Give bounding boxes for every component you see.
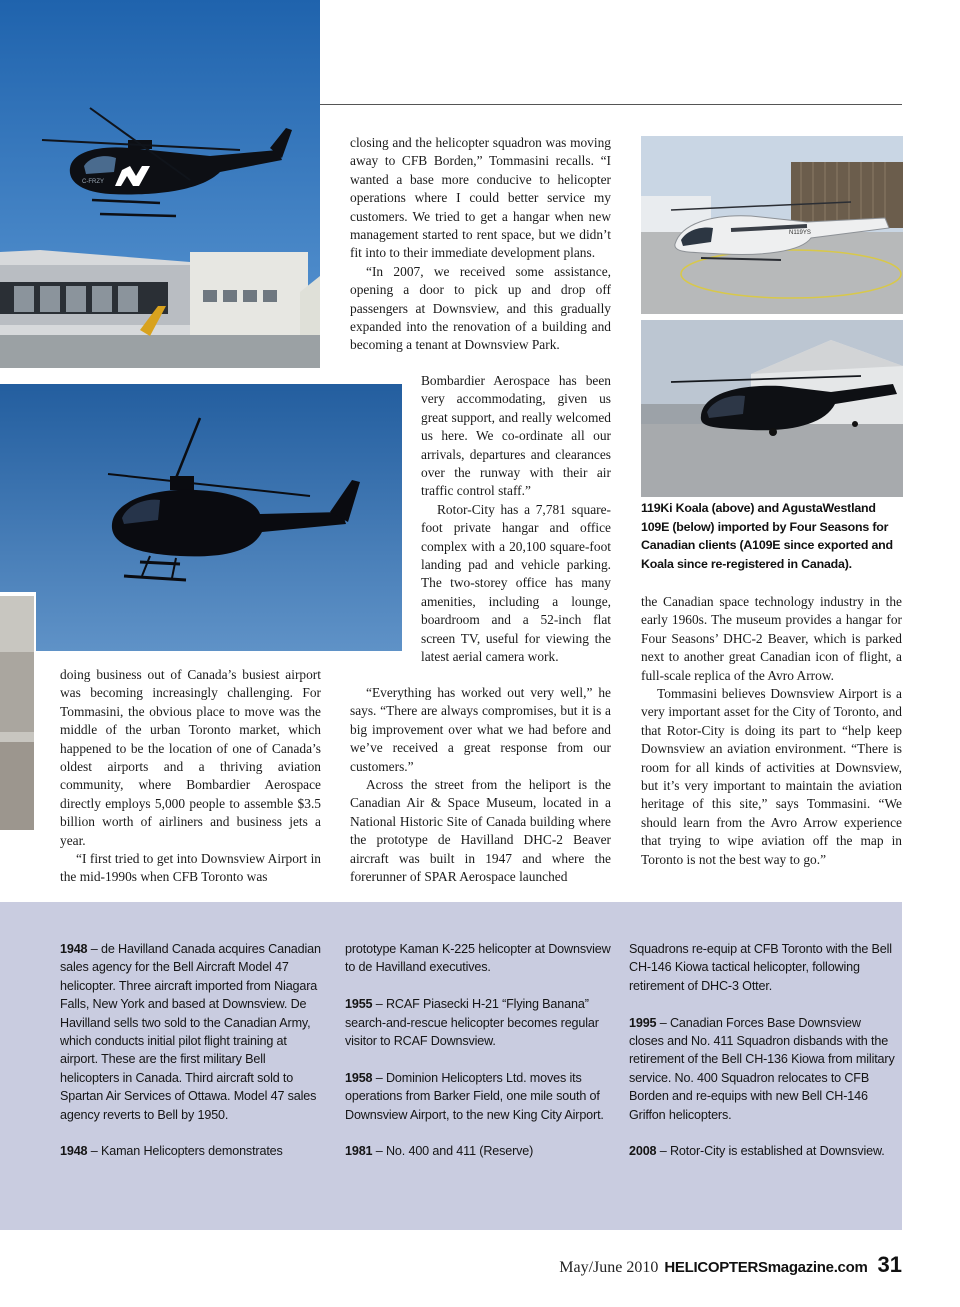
koala-registration: N119YS — [789, 230, 811, 236]
timeline-column-3 — [629, 940, 897, 1179]
article-paragraph: Tommasini believes Downsview Airport is a very important asset for the City of Toronto, and that Rotor-City is doing its part to “help keep Downsview an aviation environment. “There is room for all kinds of activities at Downsview, but it’s very important to maintain the aviation heritage of this site,” says Tommasini. “We should learn from the Avro Arrow experience that trying to wipe aviation off the map in Toronto is not the best way to go.” — [641, 686, 902, 867]
article-paragraph: “I first tried to get into Downsview Airport in the mid-1990s when CFB Toronto was — [60, 851, 321, 885]
photo-koala-helicopter — [641, 136, 903, 314]
timeline-text: – Canadian Forces Base Downsview closes and No. 411 Squadron disbands with the retirement of the Bell CH-136 Kiowa from military service. No. 400 Squadron relocates to CFB Borden and re-equips with new Bell CH-146 Griffon helicopters. — [629, 1015, 895, 1122]
article-paragraph: Across the street from the heliport is the Canadian Air & Space Museum, located in a National Historic Site of Canada building where the prototype de Havilland DHC-2 Beaver aircraft was built in 1947 and where the forerunner of SPAR Aerospace launched — [350, 777, 611, 885]
timeline-year: 1981 — [345, 1144, 373, 1159]
article-paragraph: closing and the helicopter squadron was moving away to CFB Borden,” Tommasini recalls. “I wanted a base more conducive to helicopter operations where I could better service my customers. We tried to get a hangar when new management started to rent space, but we didn’t fit into to their immediate development plans. — [350, 135, 611, 261]
article-paragraph: Bombardier Aerospace has been very accommodating, given us great support, and really welcomed us here. We co-ordinate all our arrivals, departures and clearances over the runway with their air traffic control staff.” — [421, 373, 611, 499]
timeline-text: – No. 400 and 411 (Reserve) — [372, 1144, 534, 1159]
timeline-entry — [60, 1142, 328, 1160]
timeline-text: – Rotor-City is established at Downsview. — [656, 1144, 885, 1159]
article-paragraph: Rotor-City has a 7,781 square-foot private hangar and office complex with a 20,100 square-foot landing pad and vehicle parking. The two-storey office has many amenities, including a lounge, boardroom and a 52-inch flat screen TV, useful for viewing the latest aerial camera work. — [421, 501, 611, 665]
timeline-year: 1955 — [345, 997, 373, 1012]
timeline-entry — [345, 940, 613, 977]
page-footer — [559, 1252, 902, 1278]
photo-caption: 119Ki Koala (above) and AgustaWestland 109E (below) imported by Four Seasons for Canadian clients (A109E since exported and Koala since re-registered in Canada). — [641, 501, 893, 571]
timeline-entry — [345, 1069, 613, 1124]
timeline-entry — [629, 1142, 897, 1160]
article-paragraph: “In 2007, we received some assistance, opening a door to pick up and drop off passengers at Downsview, and this gradually expanded into the renovation of a building and becoming a tenant at Downsview Park. — [350, 263, 611, 353]
timeline-column-1 — [60, 940, 328, 1179]
timeline-year: 1948 — [60, 942, 88, 956]
timeline-entry — [345, 995, 613, 1050]
timeline-text: – RCAF Piasecki H-21 “Flying Banana” search-and-rescue helicopter becomes regular visitor to RCAF Downsview. — [345, 997, 599, 1049]
photo-black-helicopter-sky — [0, 384, 402, 651]
timeline-entry — [629, 1014, 897, 1124]
issue-date: May/June 2010 — [559, 1259, 659, 1276]
timeline-column-2 — [345, 940, 613, 1179]
timeline-text: – Dominion Helicopters Ltd. moves its operations from Barker Field, one mile south of Downsview Airport, to the new King City Airport. — [345, 1070, 604, 1122]
timeline-text: Squadrons re-equip at CFB Toronto with the Bell CH-146 Kiowa tactical helicopter, following retirement of DHC-3 Otter. — [629, 942, 892, 993]
article-paragraph: doing business out of Canada’s busiest airport was becoming increasingly challenging. For Tommasini, the obvious place to move was the middle of the urban Toronto market, which happened to be the location of one of Canada’s oldest airports and a thriving aviation community, where Bombardier Aerospace directly employs 5,000 people to assemble $3.5 billion worth of airliners and business jets a year. — [60, 667, 321, 848]
article-paragraph: the Canadian space technology industry in the early 1960s. The museum provides a hangar for Four Seasons’ DHC-2 Beaver, which is parked next to another great Canadian icon of flight, a full-scale replica of the Avro Arrow. — [641, 594, 902, 683]
timeline-text: – Kaman Helicopters demonstrates — [87, 1144, 283, 1159]
article-column-middle-bottom — [350, 684, 611, 886]
timeline-year: 1958 — [345, 1070, 373, 1085]
top-rule — [320, 104, 902, 105]
photo-helicopter-over-hangar — [0, 0, 320, 368]
article-column-left — [60, 666, 321, 887]
timeline-entry — [60, 940, 328, 1124]
photo-a109e-helicopter — [641, 320, 903, 497]
article-column-middle-narrow — [421, 372, 611, 667]
article-paragraph: “Everything has worked out very well,” he says. “There are always compromises, but it is a big improvement over what we had before and we’ve received a great response from our customers.” — [350, 685, 611, 774]
helicopter-tail-reg: C-FRZY — [82, 179, 104, 185]
magazine-site: HELICOPTERSmagazine.com — [664, 1259, 868, 1276]
article-column-middle-top — [350, 134, 611, 355]
timeline-text: prototype Kaman K-225 helicopter at Downsview to de Havilland executives. — [345, 942, 611, 975]
timeline-text: – de Havilland Canada acquires Canadian sales agency for the Bell Aircraft Model 47 helicopter. Three aircraft imported from Niagara Falls, New York and based at Downsview. De Havilland sells two sold to the Canadian Army, which conducts initial pilot flight training at airport. These are the first military Bell helicopters in Canada. Third aircraft sold to Spartan Air Services of Ottawa. Model 47 sales agency reverts to Bell by 1950. — [60, 942, 321, 1122]
timeline-year: 2008 — [629, 1144, 657, 1159]
timeline-year: 1948 — [60, 1144, 88, 1159]
timeline-year: 1995 — [629, 1015, 657, 1030]
page-number: 31 — [877, 1252, 902, 1277]
timeline-entry — [629, 940, 897, 995]
article-column-right — [641, 593, 902, 869]
timeline-entry — [345, 1142, 613, 1160]
photo-side-partial — [0, 592, 36, 830]
